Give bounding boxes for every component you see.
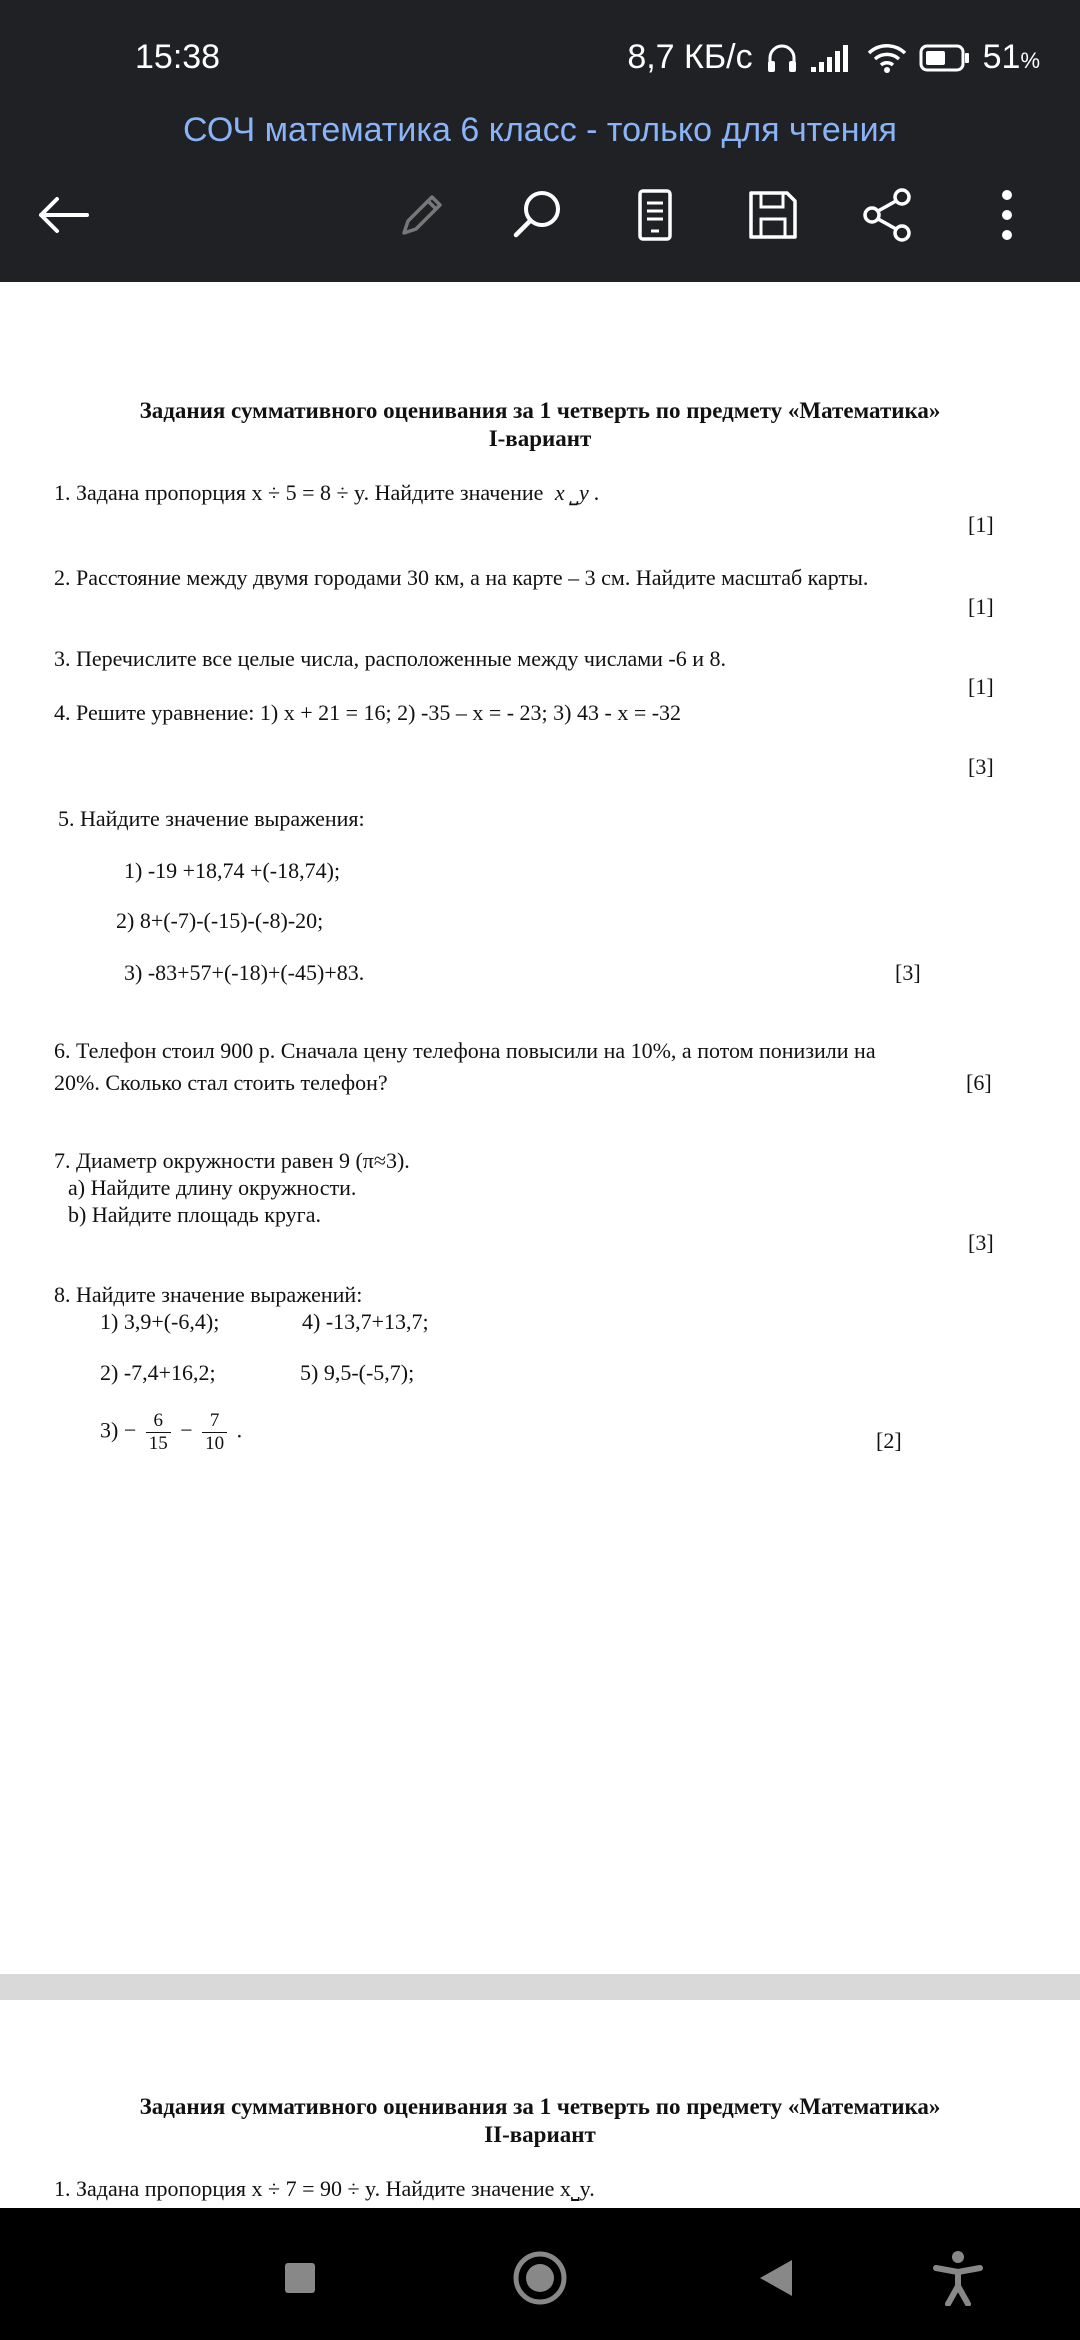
fraction-1: $\frac{6}{15}$: [146, 1410, 171, 1455]
question-5: 5. Найдите значение выражения:: [58, 806, 365, 831]
question-3: 3. Перечислите все целые числа, расположенные между числами -6 и 8.: [54, 646, 726, 671]
accessibility-icon[interactable]: [918, 2238, 998, 2318]
question-5-item-2: 2) 8+(-7)-(-15)-(-8)-20;: [116, 908, 324, 933]
status-bar: [0, 0, 1080, 100]
question-4: 4. Решите уравнение: 1) x + 21 = 16; 2) -35 – x = - 23; 3) 43 - x = -32: [54, 700, 682, 725]
net-speed: 8,7 КБ/с: [627, 38, 753, 76]
question-5-mark: [3]: [895, 960, 921, 985]
variant-label: I-вариант: [488, 426, 592, 451]
signal-icon: [811, 43, 855, 73]
headphones-icon: [765, 41, 799, 75]
edit-pencil-icon[interactable]: [377, 170, 467, 260]
navigation-bar: [0, 2208, 1080, 2340]
home-circle-icon[interactable]: [500, 2238, 580, 2318]
question-4-mark: [3]: [968, 754, 994, 779]
app-bar: [0, 100, 1080, 282]
search-icon[interactable]: [493, 170, 583, 260]
back-arrow-icon[interactable]: [18, 170, 108, 260]
question-3-mark: [1]: [968, 674, 994, 699]
question-7-b: b) Найдите площадь круга.: [68, 1202, 321, 1227]
wifi-icon: [867, 42, 907, 74]
question-5-item-3: 3) -83+57+(-18)+(-45)+83.: [124, 960, 365, 985]
reading-mode-icon[interactable]: [610, 170, 700, 260]
more-options-icon[interactable]: [962, 170, 1052, 260]
question-2: 2. Расстояние между двумя городами 30 км, а на карте – 3 см. Найдите масштаб карты.: [54, 565, 869, 590]
recents-square-icon[interactable]: [260, 2238, 340, 2318]
page-heading: Задания суммативного оценивания за 1 четверть по предмету «Математика»: [139, 398, 941, 423]
back-triangle-icon[interactable]: [736, 2238, 816, 2318]
save-icon[interactable]: [728, 170, 818, 260]
fraction-2: $\frac{7}{10}$: [202, 1410, 227, 1455]
question-2-mark: [1]: [968, 594, 994, 619]
question-8-item-1: 1) 3,9+(-6,4);: [100, 1309, 220, 1334]
share-icon[interactable]: [843, 170, 933, 260]
question-8-item-3: 3) − $\frac{6}{15}$ − $\frac{7}{10}$ .: [100, 1410, 243, 1454]
document-viewport[interactable]: [0, 282, 1080, 2208]
document-title: СОЧ математика 6 класс - только для чтения: [183, 111, 897, 149]
question-8-mark: [2]: [876, 1428, 902, 1453]
document-page-2: [0, 2000, 1080, 2208]
document-page-1: [0, 282, 1080, 1974]
battery-icon: [919, 43, 971, 73]
question-8-item-2: 2) -7,4+16,2;: [100, 1360, 216, 1385]
battery-percent: 51%: [982, 38, 1040, 76]
question-7-mark: [3]: [968, 1230, 994, 1255]
page-2-heading: Задания суммативного оценивания за 1 четверть по предмету «Математика»: [139, 2094, 941, 2119]
question-1: 1. Задана пропорция x ÷ 5 = 8 ÷ y. Найдите значение x ⎵y .: [54, 480, 600, 505]
question-7-a: a) Найдите длину окружности.: [68, 1175, 357, 1200]
status-right: [627, 38, 1040, 77]
question-5-item-1: 1) -19 +18,74 +(-18,74);: [124, 858, 341, 883]
question-6-mark: [6]: [966, 1070, 992, 1095]
page-2-question-1: 1. Задана пропорция x ÷ 7 = 90 ÷ y. Найдите значение x⎵y.: [54, 2176, 595, 2201]
status-time: 15:38: [135, 38, 221, 76]
question-8-item-5: 5) 9,5-(-5,7);: [300, 1360, 415, 1385]
question-1-mark: [1]: [968, 512, 994, 537]
question-6-line-1: 6. Телефон стоил 900 р. Сначала цену телефона повысили на 10%, а потом понизили на: [54, 1038, 876, 1063]
question-7: 7. Диаметр окружности равен 9 (π≈3).: [54, 1148, 410, 1173]
question-6-line-2: 20%. Сколько стал стоить телефон?: [54, 1070, 388, 1095]
question-1-formula: x ⎵y .: [554, 480, 600, 505]
question-8: 8. Найдите значение выражений:: [54, 1282, 363, 1307]
question-8-item-4: 4) -13,7+13,7;: [302, 1309, 429, 1334]
page-2-variant-label: II-вариант: [484, 2122, 596, 2147]
